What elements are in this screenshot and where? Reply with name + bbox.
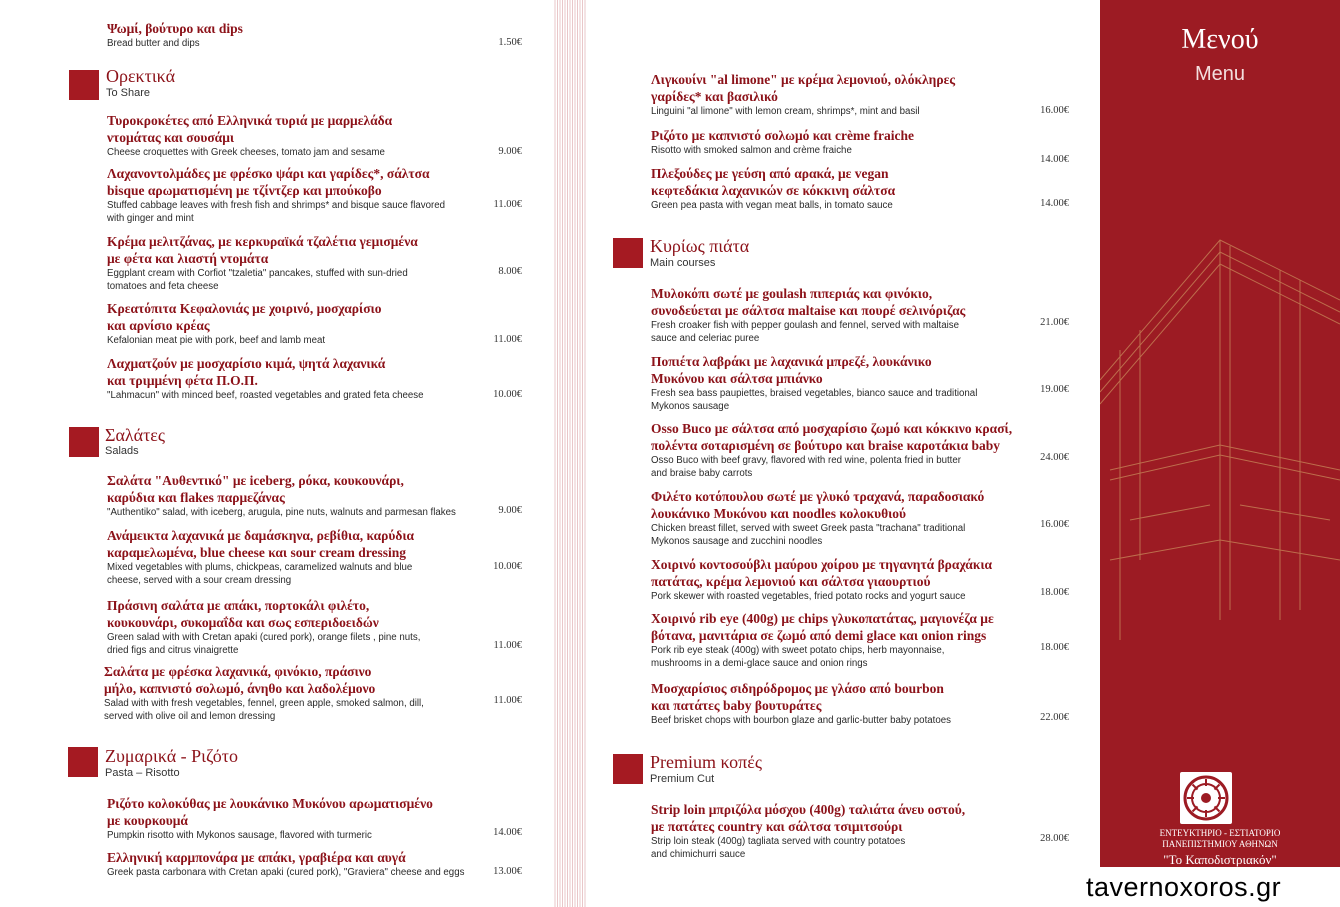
- section-marker: [613, 754, 643, 784]
- item-name-gr: Κρεατόπιτα Κεφαλονιάς με χοιρινό, μοσχαρίσιο και αρνίσιο κρέας: [107, 301, 382, 333]
- item-name-gr: Strip loin μπριζόλα μόσχου (400g) ταλιάτα άνευ οστού, με πατάτες country και σάλτσα τσιμιτσούρι: [651, 802, 966, 834]
- menu-subtitle: Menu: [1194, 63, 1246, 85]
- item-name-en: Greek pasta carbonara with Cretan apaki (cured pork), "Graviera" cheese and eggs: [107, 867, 465, 878]
- menu-item: [651, 353, 1051, 413]
- item-name-en: Green pea pasta with vegan meat balls, in tomato sauce: [651, 200, 893, 211]
- item-name-gr: Λιγκουίνι "al limone" με κρέμα λεμονιού, ολόκληρες γαρίδες* και βασιλικό: [651, 72, 956, 104]
- item-price: 28.00€: [1040, 833, 1069, 844]
- item-name-gr: Μυλοκόπι σωτέ με goulash πιπεριάς και φινόκιο, συνοδεύεται με σάλτσα maltaise και πουρέ σελινόριζας: [651, 286, 966, 318]
- item-name-en: "Lahmacun" with minced beef, roasted vegetables and grated feta cheese: [107, 390, 424, 401]
- item-name-gr: Σαλάτα με φρέσκα λαχανικά, φινόκιο, πράσινο μήλο, καπνιστό σολωμό, άνηθο και λαδολέμονο: [104, 664, 376, 696]
- item-name-en: Fresh sea bass paupiettes, braised vegetables, bianco sauce and traditional Mykonos sausage: [651, 388, 978, 412]
- item-price: 22.00€: [1040, 712, 1069, 723]
- item-name-gr: Ριζότο κολοκύθας με λουκάνικο Μυκόνου αρωματισμένο με κουρκουμά: [107, 796, 433, 828]
- item-price: 18.00€: [1040, 587, 1069, 598]
- menu-item: [107, 300, 487, 347]
- section-title-premium: Premium κοπές: [650, 752, 762, 772]
- menu-item: [107, 795, 507, 842]
- item-name-en: Eggplant cream with Corfiot "tzaletia" pancakes, stuffed with sun-dried tomatoes and feta cheese: [107, 268, 408, 292]
- item-name-en: Strip loin steak (400g) tagliata served with country potatoes and chimichurri sauce: [651, 836, 906, 860]
- section-marker: [69, 427, 99, 457]
- item-price: 11.00€: [493, 334, 522, 345]
- menu-item: [651, 488, 1071, 548]
- item-price: 10.00€: [493, 389, 522, 400]
- menu-item: [107, 165, 492, 225]
- menu-item: [651, 71, 1041, 118]
- item-name-en: Green salad with with Cretan apaki (cured pork), orange filets , pine nuts, dried figs and citrus vinaigrette: [107, 632, 421, 656]
- item-price: 13.00€: [493, 866, 522, 877]
- item-price: 10.00€: [493, 561, 522, 572]
- item-name-en: Salad with with fresh vegetables, fennel, green apple, smoked salmon, dill, served with olive oil and lemon dressing: [104, 698, 424, 722]
- building-line-drawing: [1100, 0, 1340, 907]
- item-name-gr: Μοσχαρίσιος σιδηρόδρομος με γλάσο από bourbon και πατάτες baby βουτυράτες: [651, 681, 944, 713]
- rosette-emblem-icon: [1180, 772, 1232, 824]
- item-name-gr: Λαχανοντολμάδες με φρέσκο ψάρι και γαρίδες*, σάλτσα bisque αρωματισμένη με τζίντζερ και μπούκοβο: [107, 166, 430, 198]
- item-price: 19.00€: [1040, 384, 1069, 395]
- section-subtitle-appetizers: To Share: [106, 87, 151, 99]
- menu-item: [107, 597, 487, 657]
- item-price: 14.00€: [493, 827, 522, 838]
- item-price: 24.00€: [1040, 452, 1069, 463]
- item-price: 8.00€: [498, 266, 522, 277]
- item-name-gr: Τυροκροκέτες από Ελληνικά τυριά με μαρμελάδα ντομάτας και σουσάμι: [107, 113, 393, 145]
- item-name-gr: Κρέμα μελιτζάνας, με κερκυραϊκά τζαλέτια γεμισμένα με φέτα και λιαστή ντομάτα: [107, 234, 418, 266]
- menu-item: [104, 663, 489, 723]
- item-name-gr: Χοιρινό rib eye (400g) με chips γλυκοπατάτας, μαγιονέζα με βότανα, μανιτάρια σε ζωμό από demi glace και onion rings: [651, 611, 994, 643]
- item-name-gr: Πράσινη σαλάτα με απάκι, πορτοκάλι φιλέτο, κουκουνάρι, συκομαΐδα και σως εσπεριδοειδών: [107, 598, 379, 630]
- item-price: 18.00€: [1040, 642, 1069, 653]
- item-price: 21.00€: [1040, 317, 1069, 328]
- item-price: 16.00€: [1040, 105, 1069, 116]
- restaurant-logo: [1180, 772, 1232, 824]
- section-title-mains: Κυρίως πιάτα: [650, 236, 750, 256]
- item-name-en: Kefalonian meat pie with pork, beef and lamb meat: [107, 335, 326, 346]
- watermark-text: tavernoxoros.gr: [1086, 872, 1282, 902]
- section-title-salads: Σαλάτες: [105, 425, 165, 445]
- item-name-en: Risotto with smoked salmon and crème fraiche: [651, 145, 852, 156]
- section-title-appetizers: Ορεκτικά: [106, 66, 176, 86]
- menu-title: Μενού: [1181, 24, 1259, 55]
- menu-item: [107, 527, 487, 587]
- menu-item: [107, 355, 487, 402]
- item-price: 14.00€: [1040, 154, 1069, 165]
- logo-text-line3: "Το Καποδιστριακόν": [1163, 852, 1277, 867]
- item-name-gr: Χοιρινό κοντοσούβλι μαύρου χοίρου με τηγανητά βραχάκια πατάτας, κρέμα λεμονιού και σάλτσα γιαουρτιού: [651, 557, 993, 589]
- item-name-en: Pumpkin risotto with Mykonos sausage, flavored with turmeric: [107, 830, 372, 841]
- section-subtitle-pasta: Pasta – Risotto: [105, 767, 180, 779]
- item-price: 9.00€: [498, 505, 522, 516]
- menu-item: [107, 849, 507, 879]
- menu-item: [651, 285, 1051, 345]
- menu-item: [651, 610, 1071, 670]
- item-name-en: Mixed vegetables with plums, chickpeas, caramelized walnuts and blue cheese, served with a sour cream dressing: [107, 562, 413, 586]
- menu-item: [651, 556, 1071, 603]
- section-subtitle-premium: Premium Cut: [650, 773, 715, 785]
- center-fold-lines: [540, 0, 600, 907]
- menu-cover-panel: [1100, 0, 1340, 907]
- item-price: 9.00€: [498, 146, 522, 157]
- item-name-gr: Πλεξούδες με γεύση από αρακά, με vegan κεφτεδάκια λαχανικών σε κόκκινη σάλτσα: [651, 166, 896, 198]
- section-subtitle-salads: Salads: [105, 445, 139, 457]
- menu-item: [651, 420, 1091, 480]
- section-title-pasta: Ζυμαρικά - Ριζότο: [105, 746, 239, 766]
- item-price: 11.00€: [493, 199, 522, 210]
- item-name-en: Stuffed cabbage leaves with fresh fish and shrimps* and bisque sauce flavored with ginger and mint: [107, 200, 446, 224]
- item-name-gr: Ποπιέτα λαβράκι με λαχανικά μπρεζέ, λουκάνικο Μυκόνου και σάλτσα μπιάνκο: [651, 354, 932, 386]
- item-name-gr: Ελληνική καρμπονάρα με απάκι, γραβιέρα και αυγά: [107, 850, 406, 865]
- item-name-gr: Ανάμεικτα λαχανικά με δαμάσκηνα, ρεβίθια, καρύδια καραμελωμένα, blue cheese και sour cream dressing: [107, 528, 415, 560]
- section-subtitle-mains: Main courses: [650, 257, 716, 269]
- item-name-en: Chicken breast fillet, served with sweet Greek pasta "trachana" traditional Mykonos sausage and zucchini noodles: [651, 523, 966, 547]
- item-name-gr: Φιλέτο κοτόπουλου σωτέ με γλυκό τραχανά, παραδοσιακό λουκάνικο Μυκόνου και noodles κολοκυθιού: [651, 489, 985, 521]
- item-name-en: Cheese croquettes with Greek cheeses, tomato jam and sesame: [107, 147, 385, 158]
- logo-text-line1: ΕΝΤΕΥΚΤΗΡΙΟ - ΕΣΤΙΑΤΟΡΙΟ: [1159, 828, 1281, 838]
- menu-item: [107, 233, 487, 293]
- item-name-gr: Ψωμί, βούτυρο και dips: [107, 21, 243, 36]
- item-name-en: Osso Buco with beef gravy, flavored with red wine, polenta fried in butter and braise baby carrots: [651, 455, 961, 479]
- logo-text-line2: ΠΑΝΕΠΙΣΤΗΜΙΟΥ ΑΘΗΝΩΝ: [1162, 839, 1278, 849]
- item-price: 11.00€: [493, 695, 522, 706]
- item-name-gr: Σαλάτα "Αυθεντικό" με iceberg, ρόκα, κουκουνάρι, καρύδια και flakes παρμεζάνας: [107, 473, 404, 505]
- item-name-en: Linguini "al limone" with lemon cream, shrimps*, mint and basil: [651, 106, 920, 117]
- item-name-gr: Λαχματζούν με μοσχαρίσιο κιμά, ψητά λαχανικά και τριμμένη φέτα Π.Ο.Π.: [107, 356, 386, 388]
- item-name-en: "Authentiko" salad, with iceberg, arugula, pine nuts, walnuts and parmesan flakes: [107, 507, 456, 518]
- item-price: 14.00€: [1040, 198, 1069, 209]
- section-marker: [68, 747, 98, 777]
- item-name-en: Fresh croaker fish with pepper goulash and fennel, served with maltaise sauce and celeriac puree: [651, 320, 960, 344]
- item-name-en: Pork rib eye steak (400g) with sweet potato chips, herb mayonnaise, mushrooms in a demi-glace sauce and onion rings: [651, 645, 945, 669]
- item-name-en: Beef brisket chops with bourbon glaze and garlic-butter baby potatoes: [651, 715, 951, 726]
- item-price: 16.00€: [1040, 519, 1069, 530]
- item-name-en: Bread butter and dips: [107, 38, 200, 49]
- menu-item: [651, 680, 1051, 727]
- item-price: 11.00€: [493, 640, 522, 651]
- item-name-en: Pork skewer with roasted vegetables, fried potato rocks and yogurt sauce: [651, 591, 966, 602]
- menu-item: [107, 472, 492, 519]
- menu-item: [107, 20, 487, 50]
- section-marker: [69, 70, 99, 100]
- section-marker: [613, 238, 643, 268]
- item-name-gr: Osso Buco με σάλτσα από μοσχαρίσιο ζωμό και κόκκινο κρασί, πολέντα σοταρισμένη σε βούτυρο και braise καροτάκια baby: [651, 421, 1013, 453]
- menu-item: [651, 801, 1071, 861]
- site-watermark: [1078, 867, 1340, 907]
- menu-item: [651, 127, 1041, 157]
- item-name-gr: Ριζότο με καπνιστό σολωμό και crème fraiche: [651, 128, 915, 143]
- menu-item: [107, 112, 487, 159]
- item-price: 1.50€: [498, 37, 522, 48]
- menu-item: [651, 165, 1041, 212]
